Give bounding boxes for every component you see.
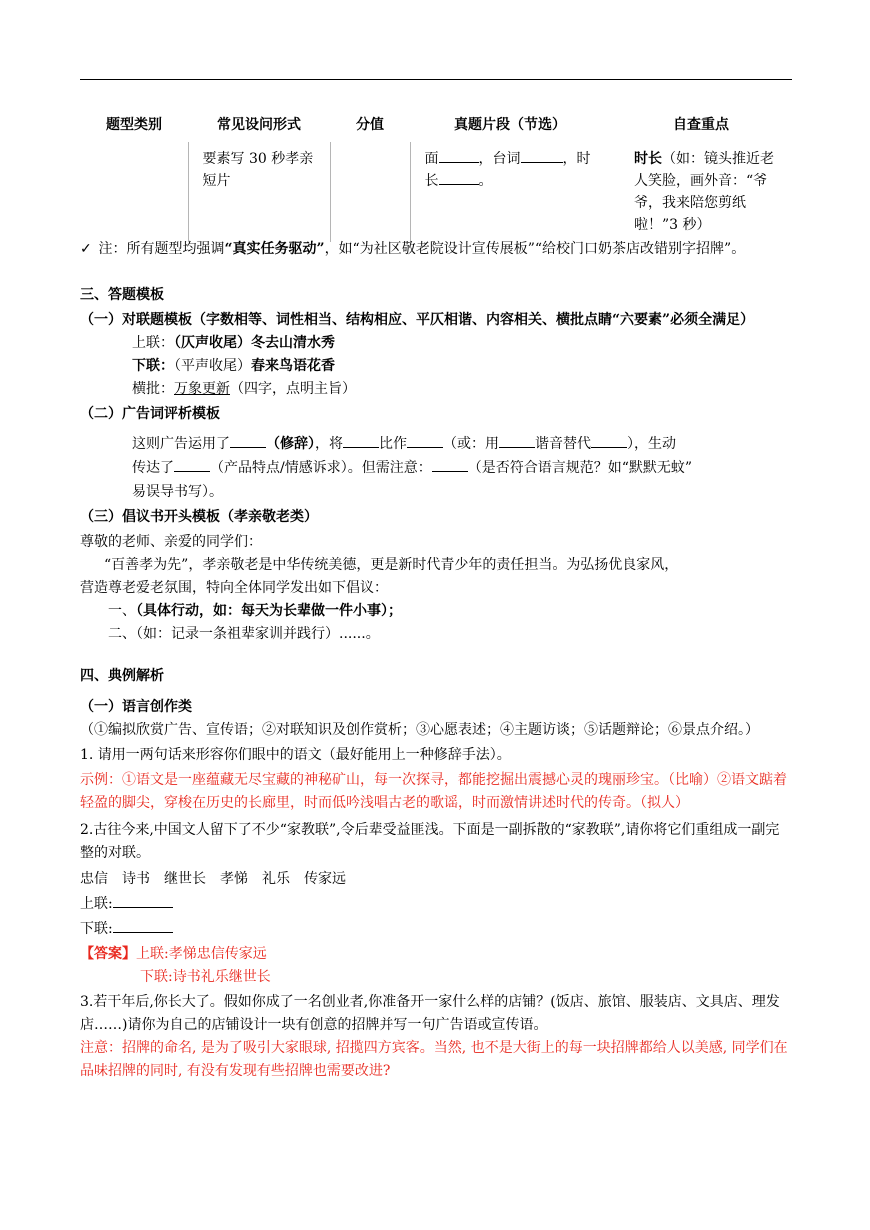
answer-line-down: 下联: xyxy=(80,918,792,941)
table-header: 常见设问形式 xyxy=(217,117,301,133)
proposal-body: “百善孝为先”，孝亲敬老是中华传统美德，更是新时代青少年的责任担当。为弘扬优良家风， xyxy=(104,557,679,573)
section-3 xyxy=(80,284,792,646)
section-heading: 四、典例解析 xyxy=(80,668,164,684)
checkmark-icon: ✓ xyxy=(80,241,92,257)
table-header: 分值 xyxy=(356,117,384,133)
table-cell xyxy=(80,142,188,242)
question-3: 3.若干年后,你长大了。假如你成了一名创业者,你准备开一家什么样的店铺？(饭店、旅馆、服装店、文具店、理发店……)请你为自己的店铺设计一块有创意的招牌并写一句广告语或宣传语。 xyxy=(80,994,780,1033)
question-2: 2.古往今来,中国文人留下了不少“家教联”,令后辈受益匪浅。下面是一副拆散的“家教联”,请你将它们重组成一副完整的对联。 xyxy=(80,822,780,861)
answer-2-down: 下联:诗书礼乐继世长 xyxy=(140,969,271,985)
word-list: 忠信 诗书 继世长 孝悌 礼乐 传家远 xyxy=(80,871,346,887)
answer-3-note: 注意：招牌的命名, 是为了吸引大家眼球, 招揽四方宾客。当然, 也不是大街上的每一块招牌都给人以美感, 同学们在品味招牌的同时, 有没有发现有些招牌也需要改进? xyxy=(80,1040,788,1079)
table-row xyxy=(80,142,792,242)
question-types: （①编拟欣赏广告、宣传语；②对联知识及创作赏析；③心愿表述；④主题访谈；⑤话题辩论；⑥景点介绍。） xyxy=(80,722,759,738)
salutation: 尊敬的老师、亲爱的同学们： xyxy=(80,534,262,550)
ad-template: 这则广告运用了 （修辞），将 比作 （或：用 谐音替代 ），生动 传达了 （产品特点/情感诉求）。但需注意： （是否符合语言规范？如“默默无蚊” 易误导书写）。 xyxy=(80,432,792,504)
answer-2-up: 【答案】上联:孝悌忠信传家远 xyxy=(80,946,267,962)
table-cell: 面 ，台词 ，时长 。 xyxy=(410,142,610,242)
answer-line-up: 上联: xyxy=(80,893,792,916)
hengpi-line: 横批：万象更新（四字，点明主旨） xyxy=(132,381,356,397)
table-cell: 时长（如：镜头推近老人笑脸，画外音：“爷爷，我来陪您剪纸啦！”3 秒） xyxy=(634,151,774,233)
proposal-body: 营造尊老爱老氛围，特向全体同学发出如下倡议： xyxy=(80,580,388,596)
question-1: 1. 请用一两句话来形容你们眼中的语文（最好能用上一种修辞手法）。 xyxy=(80,747,511,763)
table-header: 真题片段（节选） xyxy=(454,117,566,133)
subsection-title: （三）倡议书开头模板（孝亲敬老类） xyxy=(80,509,318,525)
subsection-title: （一）对联题模板（字数相等、词性相当、结构相应、平仄相谐、内容相关、横批点睛“六要素”必须全满足） xyxy=(80,312,755,328)
table-header: 自查重点 xyxy=(673,117,729,133)
section-heading: 三、答题模板 xyxy=(80,287,164,303)
shanglian-line: 上联：（仄声收尾）冬去山清水秀 xyxy=(132,335,335,351)
xialian-line: 下联：（平声收尾）春来鸟语花香 xyxy=(132,358,335,374)
table-header-row xyxy=(80,104,792,142)
subsection-title: （二）广告词评析模板 xyxy=(80,406,220,422)
note: ✓ 注：所有题型均强调“真实任务驱动”，如“为社区敬老院设计宣传展板”“给校门口奶茶店改错别字招牌”。 xyxy=(80,238,792,261)
table-cell xyxy=(330,142,410,242)
table-cell: 要素写 30 秒孝亲短片 xyxy=(188,142,330,242)
question-type-table xyxy=(80,104,792,242)
proposal-item: 一、（具体行动，如：每天为长辈做一件小事）； xyxy=(108,603,402,619)
proposal-item: 二、（如：记录一条祖辈家训并践行）......。 xyxy=(108,626,380,642)
subsection-title: （一）语言创作类 xyxy=(80,699,192,715)
answer-1: 示例：①语文是一座蕴藏无尽宝藏的神秘矿山，每一次探寻，都能挖掘出震撼心灵的瑰丽珍宝。（比喻）②语文踮着轻盈的脚尖，穿梭在历史的长廊里，时而低吟浅唱古老的歌谣，时而激情讲述时代的传奇。（拟人） xyxy=(80,772,787,811)
table-header: 题型类别 xyxy=(106,117,162,133)
top-rule xyxy=(80,79,792,80)
section-4 xyxy=(80,665,792,1083)
